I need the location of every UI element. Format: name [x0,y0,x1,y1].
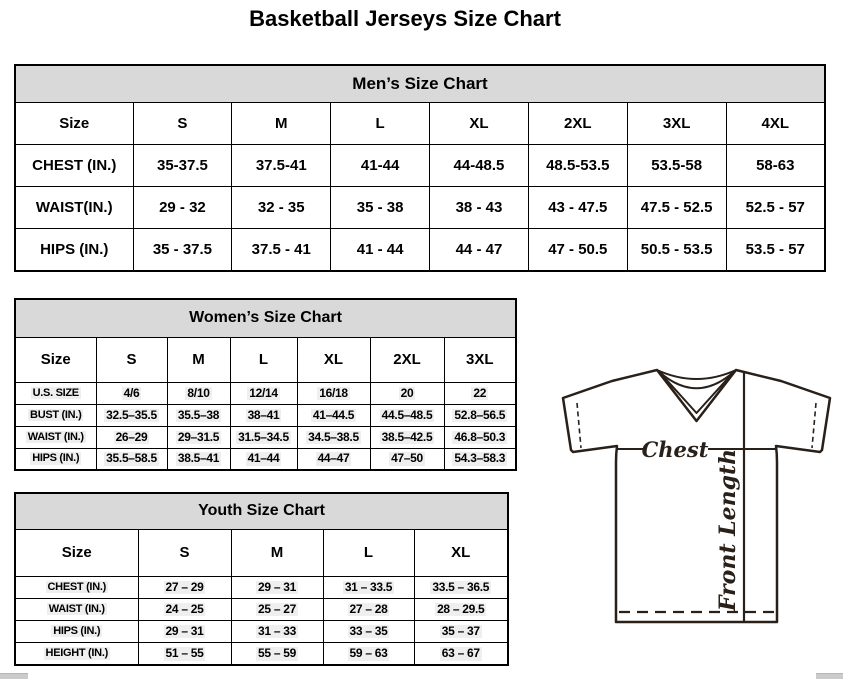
size-value-cell: 50.5 - 53.5 [627,228,726,271]
size-value-text: 22 [473,385,487,400]
size-value-text: 33 – 35 [349,623,388,638]
size-value-cell [230,382,297,404]
mens-chest-row-label: CHEST (IN.) [15,144,133,186]
size-value-cell [231,576,323,598]
size-value-text: 29–31.5 [177,429,220,444]
size-value-cell [297,382,370,404]
size-value-cell: 52.5 - 57 [726,186,825,228]
size-value-cell [230,448,297,470]
size-value-text: 16/18 [319,385,348,400]
size-value-cell: 35 - 38 [331,186,430,228]
size-value-cell [231,620,323,642]
size-value-cell [444,448,516,470]
mens-col-2xl: 2XL [528,102,627,144]
size-value-cell [138,642,231,665]
size-value-cell [370,426,444,448]
size-value-cell [297,448,370,470]
size-value-text: 27 – 29 [165,579,204,594]
page-title: Basketball Jerseys Size Chart [249,6,561,31]
size-value-cell: 35 - 37.5 [133,228,232,271]
size-value-text: 38–41 [247,407,280,422]
size-value-cell: 48.5-53.5 [528,144,627,186]
size-value-text: 25 – 27 [258,601,296,616]
youth-col-m: M [231,529,323,576]
size-value-cell [96,448,167,470]
womens-col-xl: XL [297,337,370,382]
womens-hips-row-label [15,448,96,470]
womens-bust-row-label [15,404,96,426]
mens-col-s: S [133,102,232,144]
row-label-text: BUST (IN.) [30,408,82,421]
row-label-text: CHEST (IN.) [47,580,106,593]
size-value-cell: 43 - 47.5 [528,186,627,228]
row-label-text: HIPS (IN.) [32,452,80,465]
youth-height-row-label [15,642,138,665]
youth-waist-row-label [15,598,138,620]
size-value-text: 35.5–58.5 [106,451,157,466]
row-label-text: WAIST (IN.) [48,602,105,615]
size-value-text: 54.3–58.3 [454,451,506,466]
mens-col-m: M [232,102,331,144]
size-value-cell [370,382,444,404]
womens-us-size-row-label [15,382,96,404]
size-value-text: 35.5–38 [177,407,220,422]
womens-col-l: L [230,337,297,382]
size-value-cell [370,448,444,470]
womens-size-header: Size [15,337,96,382]
size-value-text: 44.5–48.5 [381,407,433,422]
size-value-cell: 41-44 [331,144,430,186]
size-value-cell: 37.5-41 [232,144,331,186]
size-value-cell: 37.5 - 41 [232,228,331,271]
size-value-cell [138,576,231,598]
size-value-cell: 47 - 50.5 [528,228,627,271]
size-value-text: 34.5–38.5 [308,429,359,444]
youth-table-title: Youth Size Chart [15,493,508,529]
size-value-cell [167,404,230,426]
size-value-cell [297,426,370,448]
size-value-text: 26–29 [115,429,148,444]
mens-col-xl: XL [430,102,529,144]
size-value-text: 46.8–50.3 [454,429,506,444]
size-value-cell [231,642,323,665]
size-value-text: 31 – 33.5 [344,579,393,594]
chest-measure-label: Chest [641,437,709,462]
row-label-text: HEIGHT (IN.) [45,646,108,659]
size-value-cell [444,426,516,448]
size-value-cell [230,404,297,426]
youth-col-s: S [138,529,231,576]
size-value-text: 31 – 33 [258,623,296,638]
size-value-text: 38.5–41 [177,451,220,466]
size-value-text: 28 – 29.5 [437,601,485,616]
size-value-cell [414,642,508,665]
mens-col-4xl: 4XL [726,102,825,144]
size-value-text: 31.5–34.5 [238,429,289,444]
size-value-cell [96,426,167,448]
size-value-cell [323,620,414,642]
size-value-cell: 53.5 - 57 [726,228,825,271]
size-value-text: 59 – 63 [349,645,388,660]
mens-size-header: Size [15,102,133,144]
scrollbar-fragment-left[interactable] [0,673,28,679]
size-value-cell: 44-48.5 [430,144,529,186]
size-value-text: 41–44.5 [312,407,355,422]
mens-col-3xl: 3XL [627,102,726,144]
size-value-cell [370,404,444,426]
jersey-outline [563,370,830,622]
size-value-text: 55 – 59 [258,645,296,660]
size-value-cell [444,382,516,404]
size-value-cell [444,404,516,426]
mens-table-title: Men’s Size Chart [15,65,825,102]
front-length-measure-label: Front Length [715,448,741,612]
womens-col-2xl: 2XL [370,337,444,382]
youth-hips-row-label [15,620,138,642]
womens-size-table [14,298,517,471]
size-value-cell: 44 - 47 [430,228,529,271]
size-value-cell: 38 - 43 [430,186,529,228]
size-value-cell [96,382,167,404]
size-value-cell [414,598,508,620]
womens-waist-row-label [15,426,96,448]
size-value-cell [323,576,414,598]
size-value-cell: 32 - 35 [232,186,331,228]
size-value-text: 8/10 [187,385,210,400]
mens-col-l: L [331,102,430,144]
size-value-text: 51 – 55 [165,645,204,660]
size-value-text: 41–44 [247,451,280,466]
size-value-text: 33.5 – 36.5 [432,579,490,594]
size-value-text: 20 [400,385,414,400]
size-value-cell: 53.5-58 [627,144,726,186]
size-value-text: 12/14 [249,385,278,400]
mens-size-table [14,64,826,272]
youth-col-l: L [323,529,414,576]
womens-col-m: M [167,337,230,382]
size-value-cell [138,620,231,642]
womens-table-title: Women’s Size Chart [15,299,516,337]
size-value-text: 52.8–56.5 [454,407,506,422]
size-value-cell [138,598,231,620]
size-value-cell: 41 - 44 [331,228,430,271]
row-label-text: U.S. SIZE [32,386,79,399]
size-value-cell [414,576,508,598]
size-value-cell [414,620,508,642]
youth-size-header: Size [15,529,138,576]
size-value-text: 4/6 [123,385,140,400]
size-value-text: 27 – 28 [349,601,388,616]
size-value-cell [230,426,297,448]
size-value-text: 29 – 31 [258,579,296,594]
size-value-cell [167,426,230,448]
size-value-cell [167,382,230,404]
youth-col-xl: XL [414,529,508,576]
womens-col-s: S [96,337,167,382]
size-value-cell [167,448,230,470]
mens-waist-row-label: WAIST(IN.) [15,186,133,228]
size-value-cell [323,598,414,620]
size-value-cell: 47.5 - 52.5 [627,186,726,228]
size-value-text: 29 – 31 [165,623,204,638]
youth-chest-row-label [15,576,138,598]
womens-col-3xl: 3XL [444,337,516,382]
scrollbar-fragment-right[interactable] [816,673,843,679]
size-value-cell [297,404,370,426]
jersey-diagram [556,358,842,658]
mens-hips-row-label: HIPS (IN.) [15,228,133,271]
size-value-cell: 35-37.5 [133,144,232,186]
size-value-cell: 29 - 32 [133,186,232,228]
size-value-text: 24 – 25 [165,601,204,616]
row-label-text: HIPS (IN.) [53,624,101,637]
size-value-text: 35 – 37 [441,623,480,638]
size-value-cell [323,642,414,665]
size-value-text: 63 – 67 [441,645,480,660]
size-value-cell [231,598,323,620]
size-value-cell: 58-63 [726,144,825,186]
size-value-text: 47–50 [391,451,423,466]
size-value-text: 44–47 [317,451,350,466]
size-value-cell [96,404,167,426]
size-value-text: 32.5–35.5 [106,407,157,422]
youth-size-table [14,492,509,666]
size-value-text: 38.5–42.5 [381,429,433,444]
row-label-text: WAIST (IN.) [27,430,84,443]
